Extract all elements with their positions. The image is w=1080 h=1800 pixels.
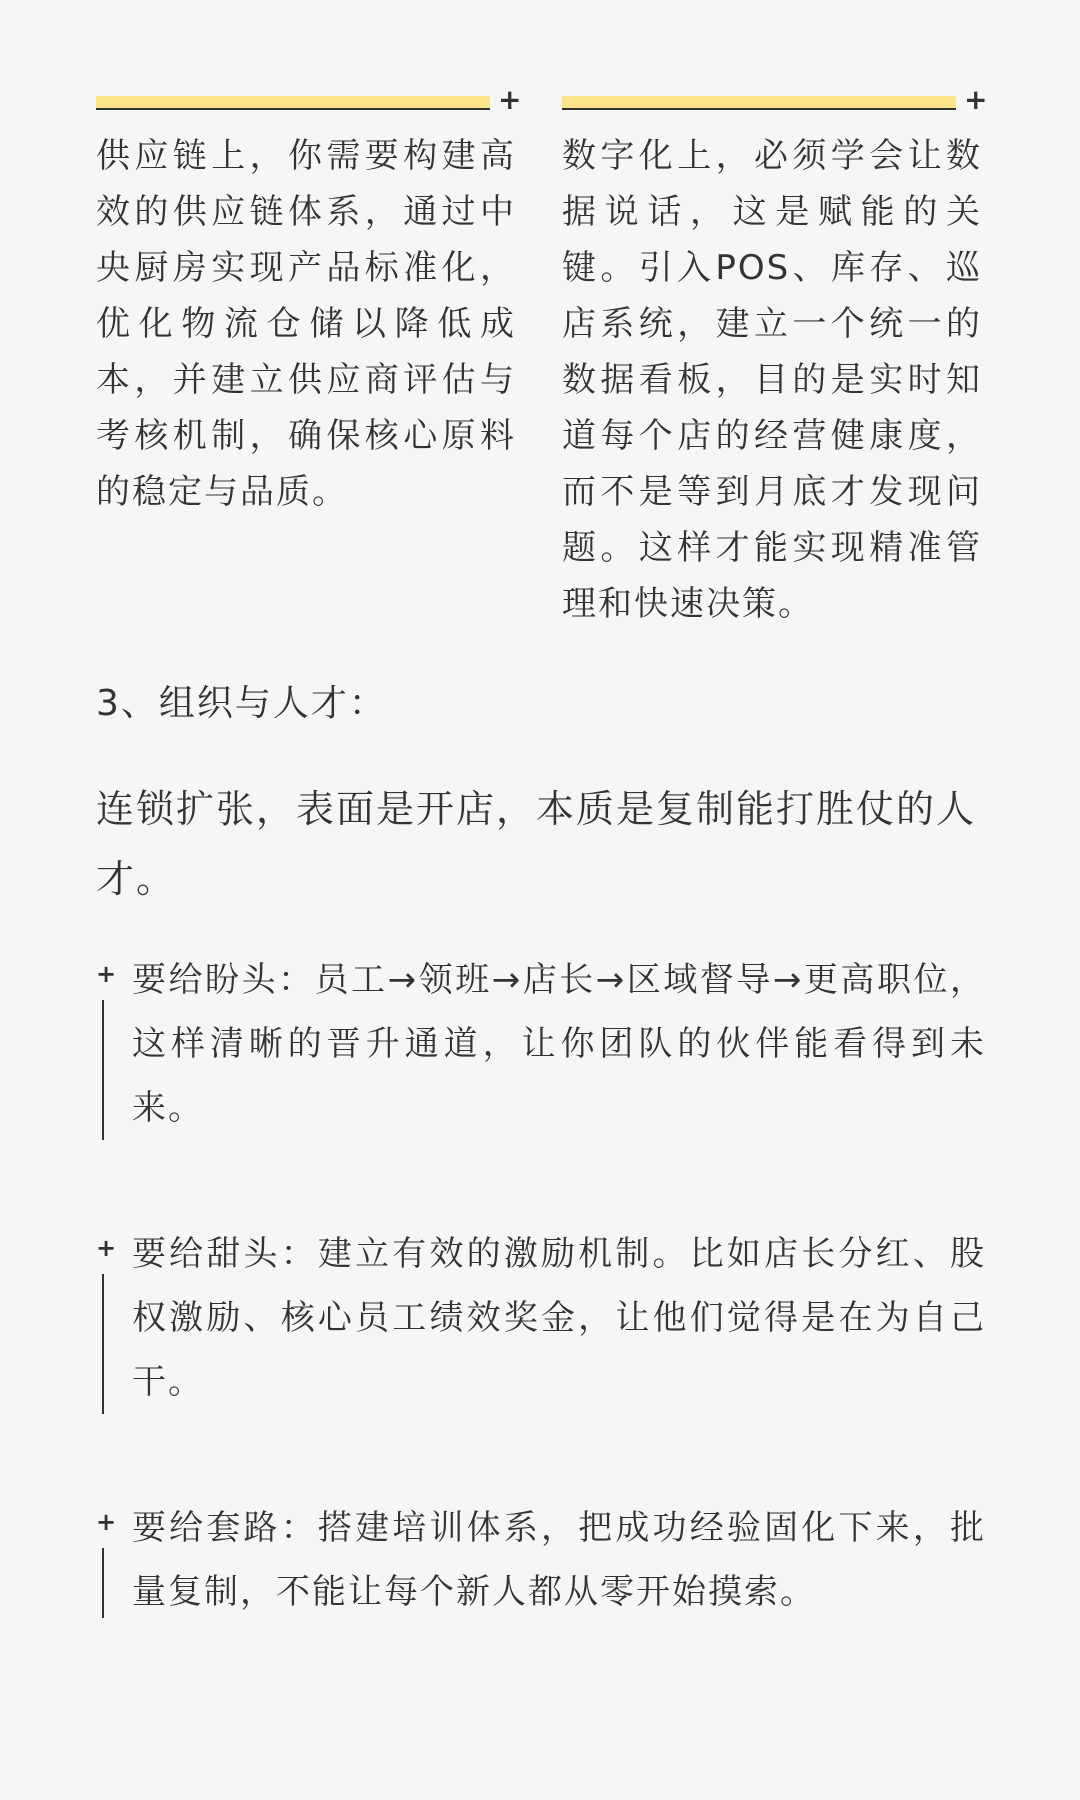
plus-icon: + — [96, 1508, 117, 1536]
list-item-text: 要给甜头：建立有效的激励机制。比如店长分红、股权激励、核心员工绩效奖金，让他们觉得是在为自己干。 — [132, 1234, 986, 1402]
highlight-bar-fill — [96, 96, 490, 110]
highlight-bar — [96, 83, 522, 116]
list-item-text: 要给盼头：员工→领班→店长→区域督导→更高职位，这样清晰的晋升通道，让你团队的伙伴能看得到未来。 — [132, 960, 986, 1128]
highlight-bar — [562, 83, 988, 116]
supply-chain-card — [96, 83, 522, 632]
supply-chain-text: 供应链上，你需要构建高效的供应链体系，通过中央厨房实现产品标准化，优化物流仓储以降低成本，并建立供应商评估与考核机制，确保核心原料的稳定与品质。 — [96, 136, 516, 512]
plus-icon: + — [964, 83, 988, 116]
plus-icon: + — [96, 960, 117, 988]
item-divider-line — [102, 1000, 104, 1140]
digitalization-card — [562, 83, 988, 632]
item-divider-line — [102, 1274, 104, 1414]
highlight-bar-fill — [562, 96, 956, 110]
item-divider-line — [102, 1548, 104, 1618]
list-item-text: 要给套路：搭建培训体系，把成功经验固化下来，批量复制，不能让每个新人都从零开始摸索。 — [132, 1508, 986, 1612]
list-item — [96, 1236, 986, 1428]
plus-icon: + — [96, 1234, 117, 1262]
list-item — [96, 1510, 986, 1638]
two-column-cards — [96, 83, 988, 632]
digitalization-text: 数字化上，必须学会让数据说话，这是赋能的关键。引入POS、库存、巡店系统，建立一个统一的数据看板，目的是实时知道每个店的经营健康度，而不是等到月底才发现问题。这样才能实现精准管理和快速决策。 — [562, 136, 982, 624]
section-title: 3、组织与人才： — [96, 683, 387, 724]
plus-icon: + — [498, 83, 522, 116]
section-lead: 连锁扩张，表面是开店，本质是复制能打胜仗的人才。 — [96, 787, 977, 901]
list-item — [96, 962, 986, 1154]
